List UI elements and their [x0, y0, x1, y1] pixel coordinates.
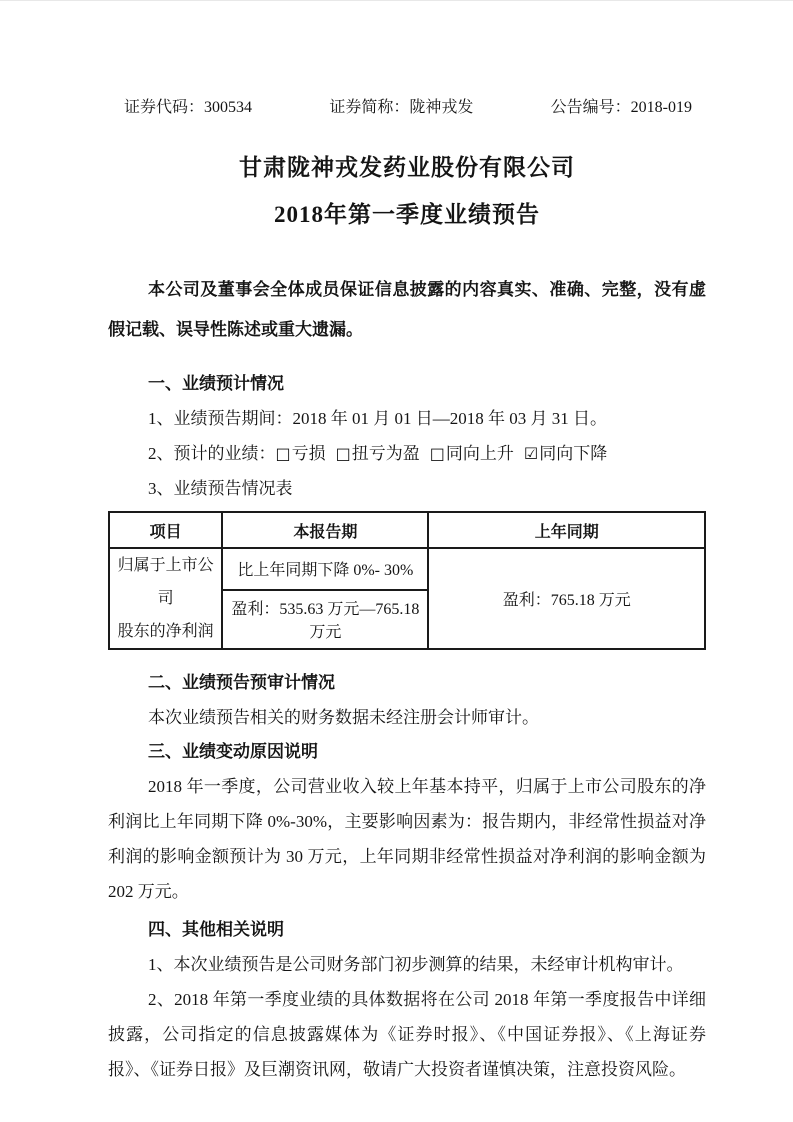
forecast-period-line: 1、业绩预告期间：2018 年 01 月 01 日—2018 年 03 月 31 日。: [148, 409, 607, 428]
stock-name: 证券简称：陇神戎发: [329, 99, 474, 116]
forecast-table-label: 3、业绩预告情况表: [148, 479, 293, 498]
option-down-label: 同向下降: [539, 444, 608, 463]
cell-current-change: 比上年同期下降 0%- 30%: [222, 548, 428, 590]
section-4-heading: 四、其他相关说明: [148, 920, 284, 939]
header-prior-period: 上年同期: [428, 512, 705, 548]
option-turnaround-label: 扭亏为盈: [351, 444, 420, 463]
checkbox-checked-icon: ☑: [523, 444, 539, 463]
forecast-type-prefix: 2、预计的业绩：: [148, 444, 276, 463]
table-row: [109, 548, 705, 590]
cell-item-label: [109, 548, 222, 649]
section-3-heading: 三、业绩变动原因说明: [148, 742, 318, 761]
header-item: 项目: [109, 512, 222, 548]
forecast-type-line: [108, 436, 706, 471]
option-turnaround: [336, 444, 420, 463]
section-2-heading: 二、业绩预告预审计情况: [148, 673, 335, 692]
checkbox-unchecked-icon: □: [335, 444, 351, 463]
doc-subtitle: 2018年第一季度业绩预告: [274, 202, 540, 227]
option-up-label: 同向上升: [445, 444, 514, 463]
other-note-1: 1、本次业绩预告是公司财务部门初步测算的结果，未经审计机构审计。: [148, 955, 684, 974]
option-same-direction-down: [524, 444, 607, 463]
announcement-number: 公告编号：2018-019: [550, 99, 692, 116]
option-loss: [276, 444, 326, 463]
section-1-heading: 一、业绩预计情况: [148, 374, 284, 393]
forecast-table: [108, 511, 706, 650]
audit-note: 本次业绩预告相关的财务数据未经注册会计师审计。: [148, 708, 539, 727]
table-header-row: [109, 512, 705, 548]
reason-paragraph: 2018 年一季度，公司营业收入较上年基本持平，归属于上市公司股东的净利润比上年同期下降 0%-30%，主要影响因素为：报告期内，非经常性损益对净利润的影响金额预计为 30 万元，上年同期非经常性损益对净利润的影响金额为 202 万元。: [108, 777, 706, 901]
checkbox-unchecked-icon: □: [275, 444, 291, 463]
option-loss-label: 亏损: [291, 444, 326, 463]
item-label-line1: 归属于上市公司: [117, 557, 214, 607]
stock-code: 证券代码：300534: [124, 99, 253, 116]
cell-current-profit: 盈利：535.63 万元—765.18 万元: [222, 590, 428, 649]
cell-prior-profit: 盈利：765.18 万元: [428, 548, 705, 649]
header-current-period: 本报告期: [222, 512, 428, 548]
other-note-2: 2、2018 年第一季度业绩的具体数据将在公司 2018 年第一季度报告中详细披露，公司指定的信息披露媒体为《证券时报》、《中国证券报》、《上海证券报》、《证券日报》及巨潮资讯网，敬请广大投资者谨慎决策，注意投资风险。: [108, 990, 706, 1079]
option-same-direction-up: [430, 444, 514, 463]
item-label-line2: 股东的净利润: [117, 623, 214, 640]
doc-header: [108, 94, 706, 117]
checkbox-unchecked-icon: □: [429, 444, 445, 463]
company-title: 甘肃陇神戎发药业股份有限公司: [239, 155, 575, 180]
disclaimer-paragraph: 本公司及董事会全体成员保证信息披露的内容真实、准确、完整，没有虚假记载、误导性陈述或重大遗漏。: [108, 280, 706, 339]
